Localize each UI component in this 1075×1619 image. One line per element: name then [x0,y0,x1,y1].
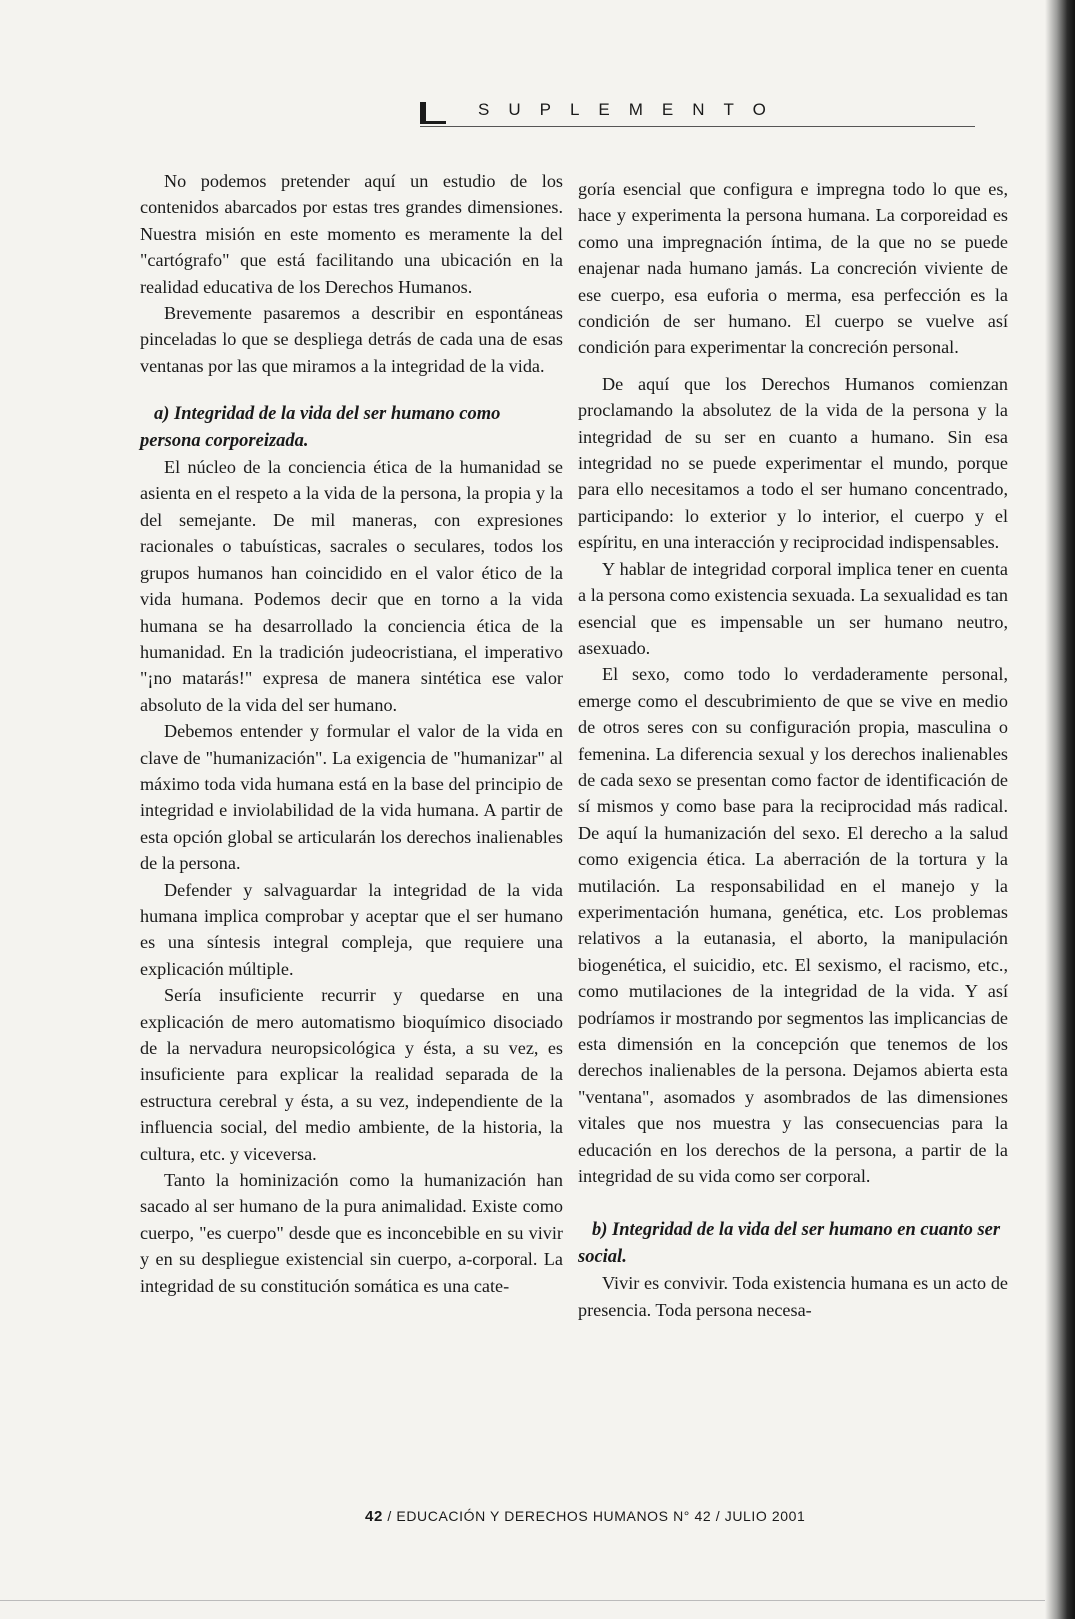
header-rule [420,126,975,127]
header-title: SUPLEMENTO [478,100,785,119]
paragraph: Brevemente pasaremos a describir en espontáneas pinceladas lo que se despliega detrás de cada una de esas ventanas por las que miramos a la integridad de la vida. [140,303,563,376]
paragraph: No podemos pretender aquí un estudio de los contenidos abarcados por estas tres grandes dimensiones. Nuestra misión en este momento es meramente la del "cartógrafo" que está facilitando una ubicación en la realidad educativa de los Derechos Humanos. [140,171,563,297]
page-footer [365,1508,805,1525]
paragraph: Defender y salvaguardar la integridad de la vida humana implica comprobar y aceptar que el ser humano es una síntesis integral compleja, que requiere una explicación múltiple. [140,879,563,979]
paragraph: Vivir es convivir. Toda existencia humana es un acto de presencia. Toda persona necesa- [578,1273,1008,1320]
paragraph: Tanto la hominización como la humanización han sacado al ser humano de la pura animalidad. Existe como cuerpo, "es cuerpo" desde que es inconcebible en su vivir y en su despliegue existencial sin cuerpo, a-corporal. La integridad de su constitución somática es una cate- [140,1170,563,1296]
header-bracket-mark [420,102,426,124]
paragraph: Debemos entender y formular el valor de la vida en clave de "humanización". La exigencia de "humanizar" al máximo toda vida humana está en la base del principio de integridad e inviolabilidad de la vida humana. A partir de esta opción global se articularán los derechos inalienables de la persona. [140,721,563,874]
section-heading-a: a) Integridad de la vida del ser humano como persona corporeizada. [140,404,501,451]
right-column [578,176,1008,1323]
running-header [420,100,975,130]
paragraph: El sexo, como todo lo verdaderamente personal, emerge como el descubrimiento de que se vive en medio de otros seres con su configuración propia, masculina o femenina. La diferencia sexual y los derechos inalienables de cada sexo se presentan como factor de identificación de sí mismos y como base para la reciprocidad más radical. De aquí la humanización del sexo. El derecho a la salud como exigencia ética. La aberración de la tortura y la mutilación. La responsabilidad en el manejo y la experimentación humana, genética, etc. Los problemas relativos a la eutanasia, el aborto, la manipulación biogenética, el suicidio, etc. El sexismo, el racismo, etc., como mutilaciones de la integridad de la vida. Y así podríamos ir mostrando por segmentos las implicancias de esta dimensión en la concepción que tenemos de los derechos inalienables de la persona. Dejamos abierta esta "ventana", asomados y asombrados de las dimensiones vitales que nos muestra y las consecuencias para la educación en los derechos de la persona, a partir de la integridad de su vida como ser corporal. [578,664,1008,1187]
paragraph: De aquí que los Derechos Humanos comienzan proclamando la absolutez de la vida de la persona y la integridad de su ser en cuanto a humano. Sin esa integridad no se puede experimentar el mundo, porque para ello necesitamos a todo el ser humano concentrado, participando: lo exterior y lo interior, el cuerpo y el espíritu, en una interacción y reciprocidad indispensables. [578,373,1008,553]
left-column [140,168,563,1299]
footer-separator: / [387,1508,392,1524]
paragraph: Sería insuficiente recurrir y quedarse en una explicación de mero automatismo bioquímico disociado de la nervadura neuropsicológica y ésta, a su vez, es insuficiente para explicar la realidad separada de la estructura cerebral y ésta, a su vez, independiente de la influencia social, del medio ambiente, de la historia, la cultura, etc. y viceversa. [140,985,563,1164]
section-heading-b: b) Integridad de la vida del ser humano en cuanto ser social. [578,1220,1001,1267]
paragraph: El núcleo de la conciencia ética de la humanidad se asienta en el respeto a la vida de la persona, la propia y la del semejante. De mil maneras, con expresiones racionales o tabuísticas, sacrales o seculares, todos los grupos humanos han coincidido en el valor ético de la vida humana. Podemos decir que en torno a la vida humana se ha desarrollado la conciencia ética de la humanidad. En la tradición judeocristiana, el imperativo "¡no matarás!" expresa de manera sintética ese valor absoluto de la vida del ser humano. [140,457,563,715]
page-edge-shadow [1045,0,1075,1619]
paragraph: Y hablar de integridad corporal implica tener en cuenta a la persona como existencia sexuada. La sexualidad es tan esencial que es impensable un ser humano neutro, asexuado. [578,558,1008,658]
publication-info: EDUCACIÓN Y DERECHOS HUMANOS N° 42 / JULIO 2001 [396,1508,806,1524]
paragraph-continued: goría esencial que configura e impregna todo lo que es, hace y experimenta la persona humana. La corporeidad es como una impregnación íntima, de la que no se puede enajenar nada humano jamás. La concreción viviente de ese cuerpo, esa euforia o merma, esa perfección es la condición de ser humano. El cuerpo se vuelve así condición para experimentar la concreción personal. [578,179,1008,358]
scan-bottom-line [0,1600,1045,1601]
page-number: 42 [365,1508,383,1525]
